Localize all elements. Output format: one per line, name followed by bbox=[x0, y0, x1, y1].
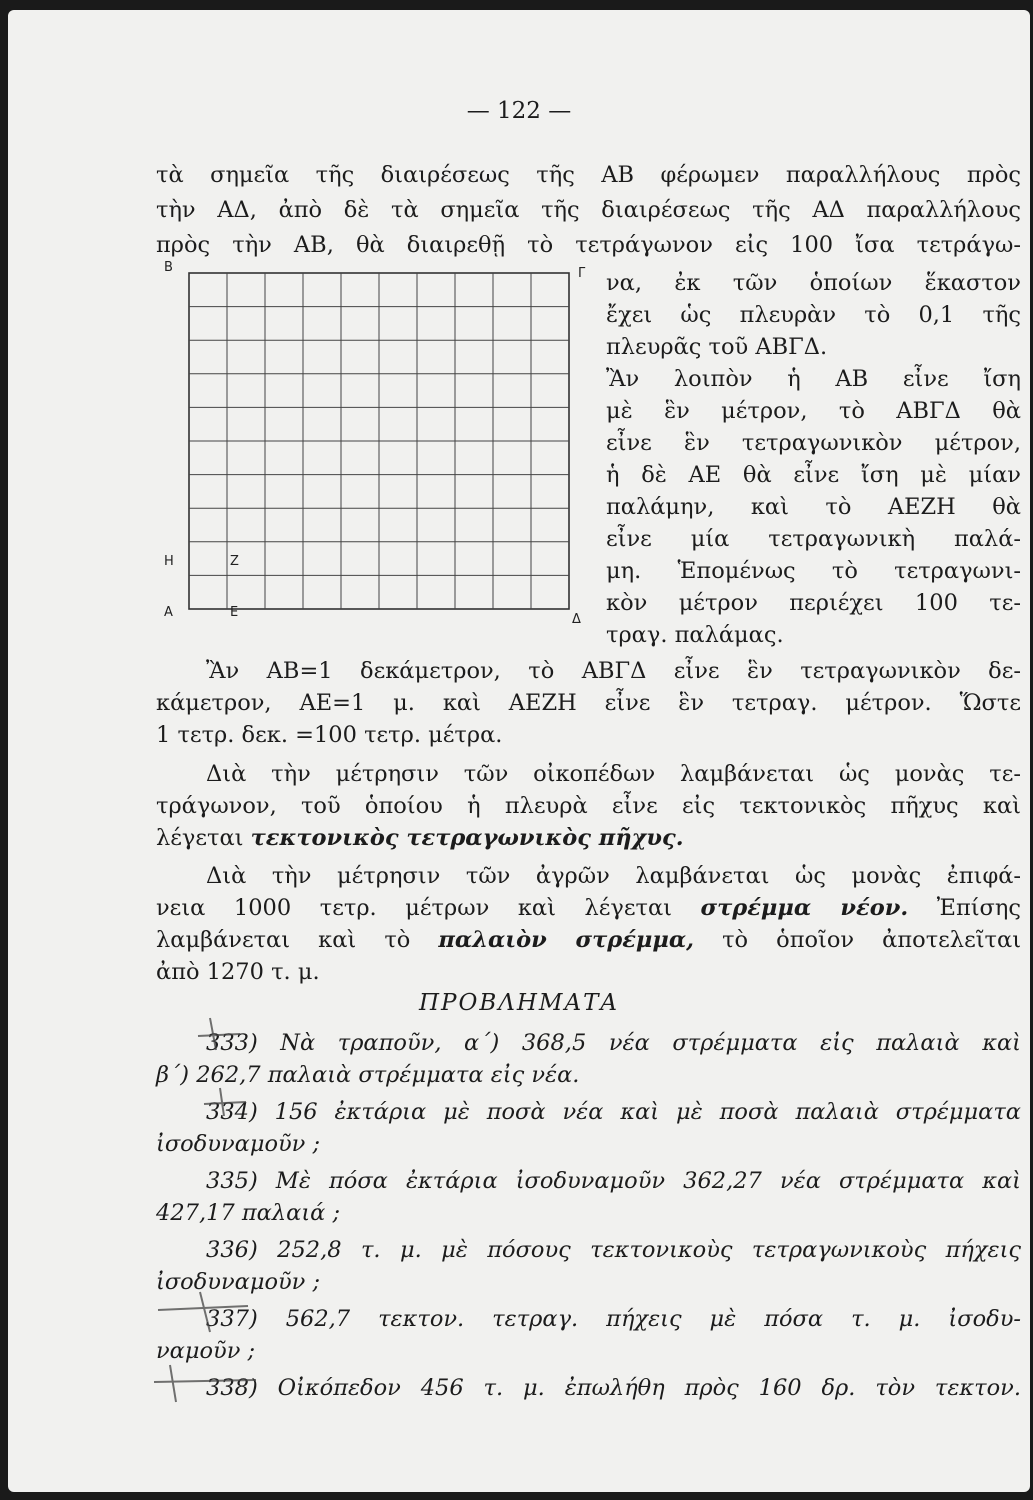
para3-text-d: τὸ ὁποῖον ἀποτελεῖται bbox=[694, 927, 1022, 953]
problem-336-line-2: ἰσοδυναμοῦν ; bbox=[156, 1269, 321, 1295]
problem-334-line-1: 334) 156 ἐκτάρια μὲ ποσὰ νέα καὶ μὲ ποσὰ παλαιὰ στρέμματα bbox=[206, 1099, 1021, 1125]
problem-337-line-1: 337) 562,7 τεκτον. τετραγ. πήχεις μὲ πόσα τ. μ. ἰσοδυ- bbox=[206, 1306, 1021, 1332]
intro-line-3: πρὸς τὴν ΑΒ, θὰ διαιρεθῇ τὸ τετράγωνον εἰς 100 ἴσα τετράγω- bbox=[156, 232, 1021, 258]
side-line-2: ἔχει ὡς πλευρὰν τὸ 0,1 τῆς bbox=[606, 302, 1021, 328]
problem-334-line-2: ἰσοδυναμοῦν ; bbox=[156, 1131, 321, 1157]
para3-text-b: Ἐπίσης bbox=[908, 895, 1021, 921]
para3-text-c: λαμβάνεται καὶ τὸ bbox=[156, 927, 439, 953]
label-d: Δ bbox=[572, 612, 581, 627]
label-g: Γ bbox=[578, 266, 586, 281]
problem-337-line-2: ναμοῦν ; bbox=[156, 1338, 256, 1364]
side-line-1: να, ἐκ τῶν ὁποίων ἕκαστον bbox=[606, 270, 1021, 296]
label-h: H bbox=[164, 554, 174, 569]
problems-title: ΠΡΟΒΛΗΜΑΤΑ bbox=[418, 990, 620, 1016]
para3-line-2 bbox=[156, 893, 1021, 923]
side-line-7: ἡ δὲ ΑΕ θὰ εἶνε ἴση μὲ μίαν bbox=[606, 462, 1021, 488]
book-page bbox=[8, 10, 1030, 1492]
para1-line-1: Ἂν ΑΒ=1 δεκάμετρον, τὸ ΑΒΓΔ εἶνε ἓν τετραγωνικὸν δε- bbox=[206, 658, 1021, 684]
square-grid-figure bbox=[158, 260, 588, 660]
para2-line-3 bbox=[156, 823, 1021, 853]
side-line-9: εἶνε μία τετραγωνικὴ παλά- bbox=[606, 526, 1021, 552]
grid-svg bbox=[188, 272, 570, 610]
page-number: — 122 — bbox=[466, 98, 572, 124]
term-palaion-stremma: παλαιὸν στρέμμα, bbox=[438, 927, 695, 953]
problem-335-line-1: 335) Μὲ πόσα ἐκτάρια ἰσοδυναμοῦν 362,27 νέα στρέμματα καὶ bbox=[206, 1168, 1021, 1194]
intro-line-1: τὰ σημεῖα τῆς διαιρέσεως τῆς ΑΒ φέρωμεν παραλλήλους πρὸς bbox=[156, 162, 1021, 188]
problem-335-line-2: 427,17 παλαιά ; bbox=[156, 1200, 341, 1226]
para2-line-1: Διὰ τὴν μέτρησιν τῶν οἰκοπέδων λαμβάνεται ὡς μονὰς τε- bbox=[206, 761, 1021, 787]
side-line-8: παλάμην, καὶ τὸ ΑΕΖΗ θὰ bbox=[606, 494, 1021, 520]
side-line-4: Ἂν λοιπὸν ἡ ΑΒ εἶνε ἴση bbox=[606, 366, 1021, 392]
problem-333-line-2: β΄) 262,7 παλαιὰ στρέμματα εἰς νέα. bbox=[156, 1062, 580, 1088]
term-tektonikos-pichys: τεκτονικὸς τετραγωνικὸς πῆχυς. bbox=[250, 825, 684, 851]
intro-line-2: τὴν ΑΔ, ἀπὸ δὲ τὰ σημεῖα τῆς διαιρέσεως τῆς ΑΔ παραλλήλους bbox=[156, 197, 1021, 223]
para3-line-4: ἀπὸ 1270 τ. μ. bbox=[156, 959, 320, 985]
side-line-11: κὸν μέτρον περιέχει 100 τε- bbox=[606, 590, 1021, 616]
side-line-10: μη. Ἑπομένως τὸ τετραγωνι- bbox=[606, 558, 1021, 584]
para3-line-1: Διὰ τὴν μέτρησιν τῶν ἀγρῶν λαμβάνεται ὡς μονὰς ἐπιφά- bbox=[206, 863, 1021, 889]
problem-338-line-1: 338) Οἰκόπεδον 456 τ. μ. ἐπωλήθη πρὸς 160 δρ. τὸν τεκτον. bbox=[206, 1375, 1021, 1401]
side-line-3: πλευρᾶς τοῦ ΑΒΓΔ. bbox=[606, 334, 828, 360]
problem-336-line-1: 336) 252,8 τ. μ. μὲ πόσους τεκτονικοὺς τετραγωνικοὺς πήχεις bbox=[206, 1237, 1021, 1263]
label-e: E bbox=[230, 605, 239, 620]
term-stremma-neon: στρέμμα νέον. bbox=[700, 895, 909, 921]
label-z: Z bbox=[230, 554, 239, 569]
para3-line-3 bbox=[156, 925, 1021, 955]
pencil-marks-icon bbox=[148, 1010, 258, 1410]
problem-333-line-1: 333) Νὰ τραποῦν, α΄) 368,5 νέα στρέμματα εἰς παλαιὰ καὶ bbox=[206, 1030, 1021, 1056]
side-line-12: τραγ. παλάμας. bbox=[606, 622, 784, 648]
para2-text: λέγεται bbox=[156, 825, 251, 851]
para1-line-3: 1 τετρ. δεκ. =100 τετρ. μέτρα. bbox=[156, 722, 503, 748]
side-line-5: μὲ ἓν μέτρον, τὸ ΑΒΓΔ θὰ bbox=[606, 398, 1021, 424]
para3-text-a: νεια 1000 τετρ. μέτρων καὶ λέγεται bbox=[156, 895, 701, 921]
para1-line-2: κάμετρον, ΑΕ=1 μ. καὶ ΑΕΖΗ εἶνε ἓν τετραγ. μέτρον. Ὥστε bbox=[156, 690, 1021, 716]
para2-line-2: τράγωνον, τοῦ ὁποίου ἡ πλευρὰ εἶνε εἰς τεκτονικὸς πῆχυς καὶ bbox=[156, 793, 1021, 819]
side-line-6: εἶνε ἓν τετραγωνικὸν μέτρον, bbox=[606, 430, 1021, 456]
label-a: A bbox=[164, 605, 173, 620]
label-b: B bbox=[164, 260, 173, 275]
